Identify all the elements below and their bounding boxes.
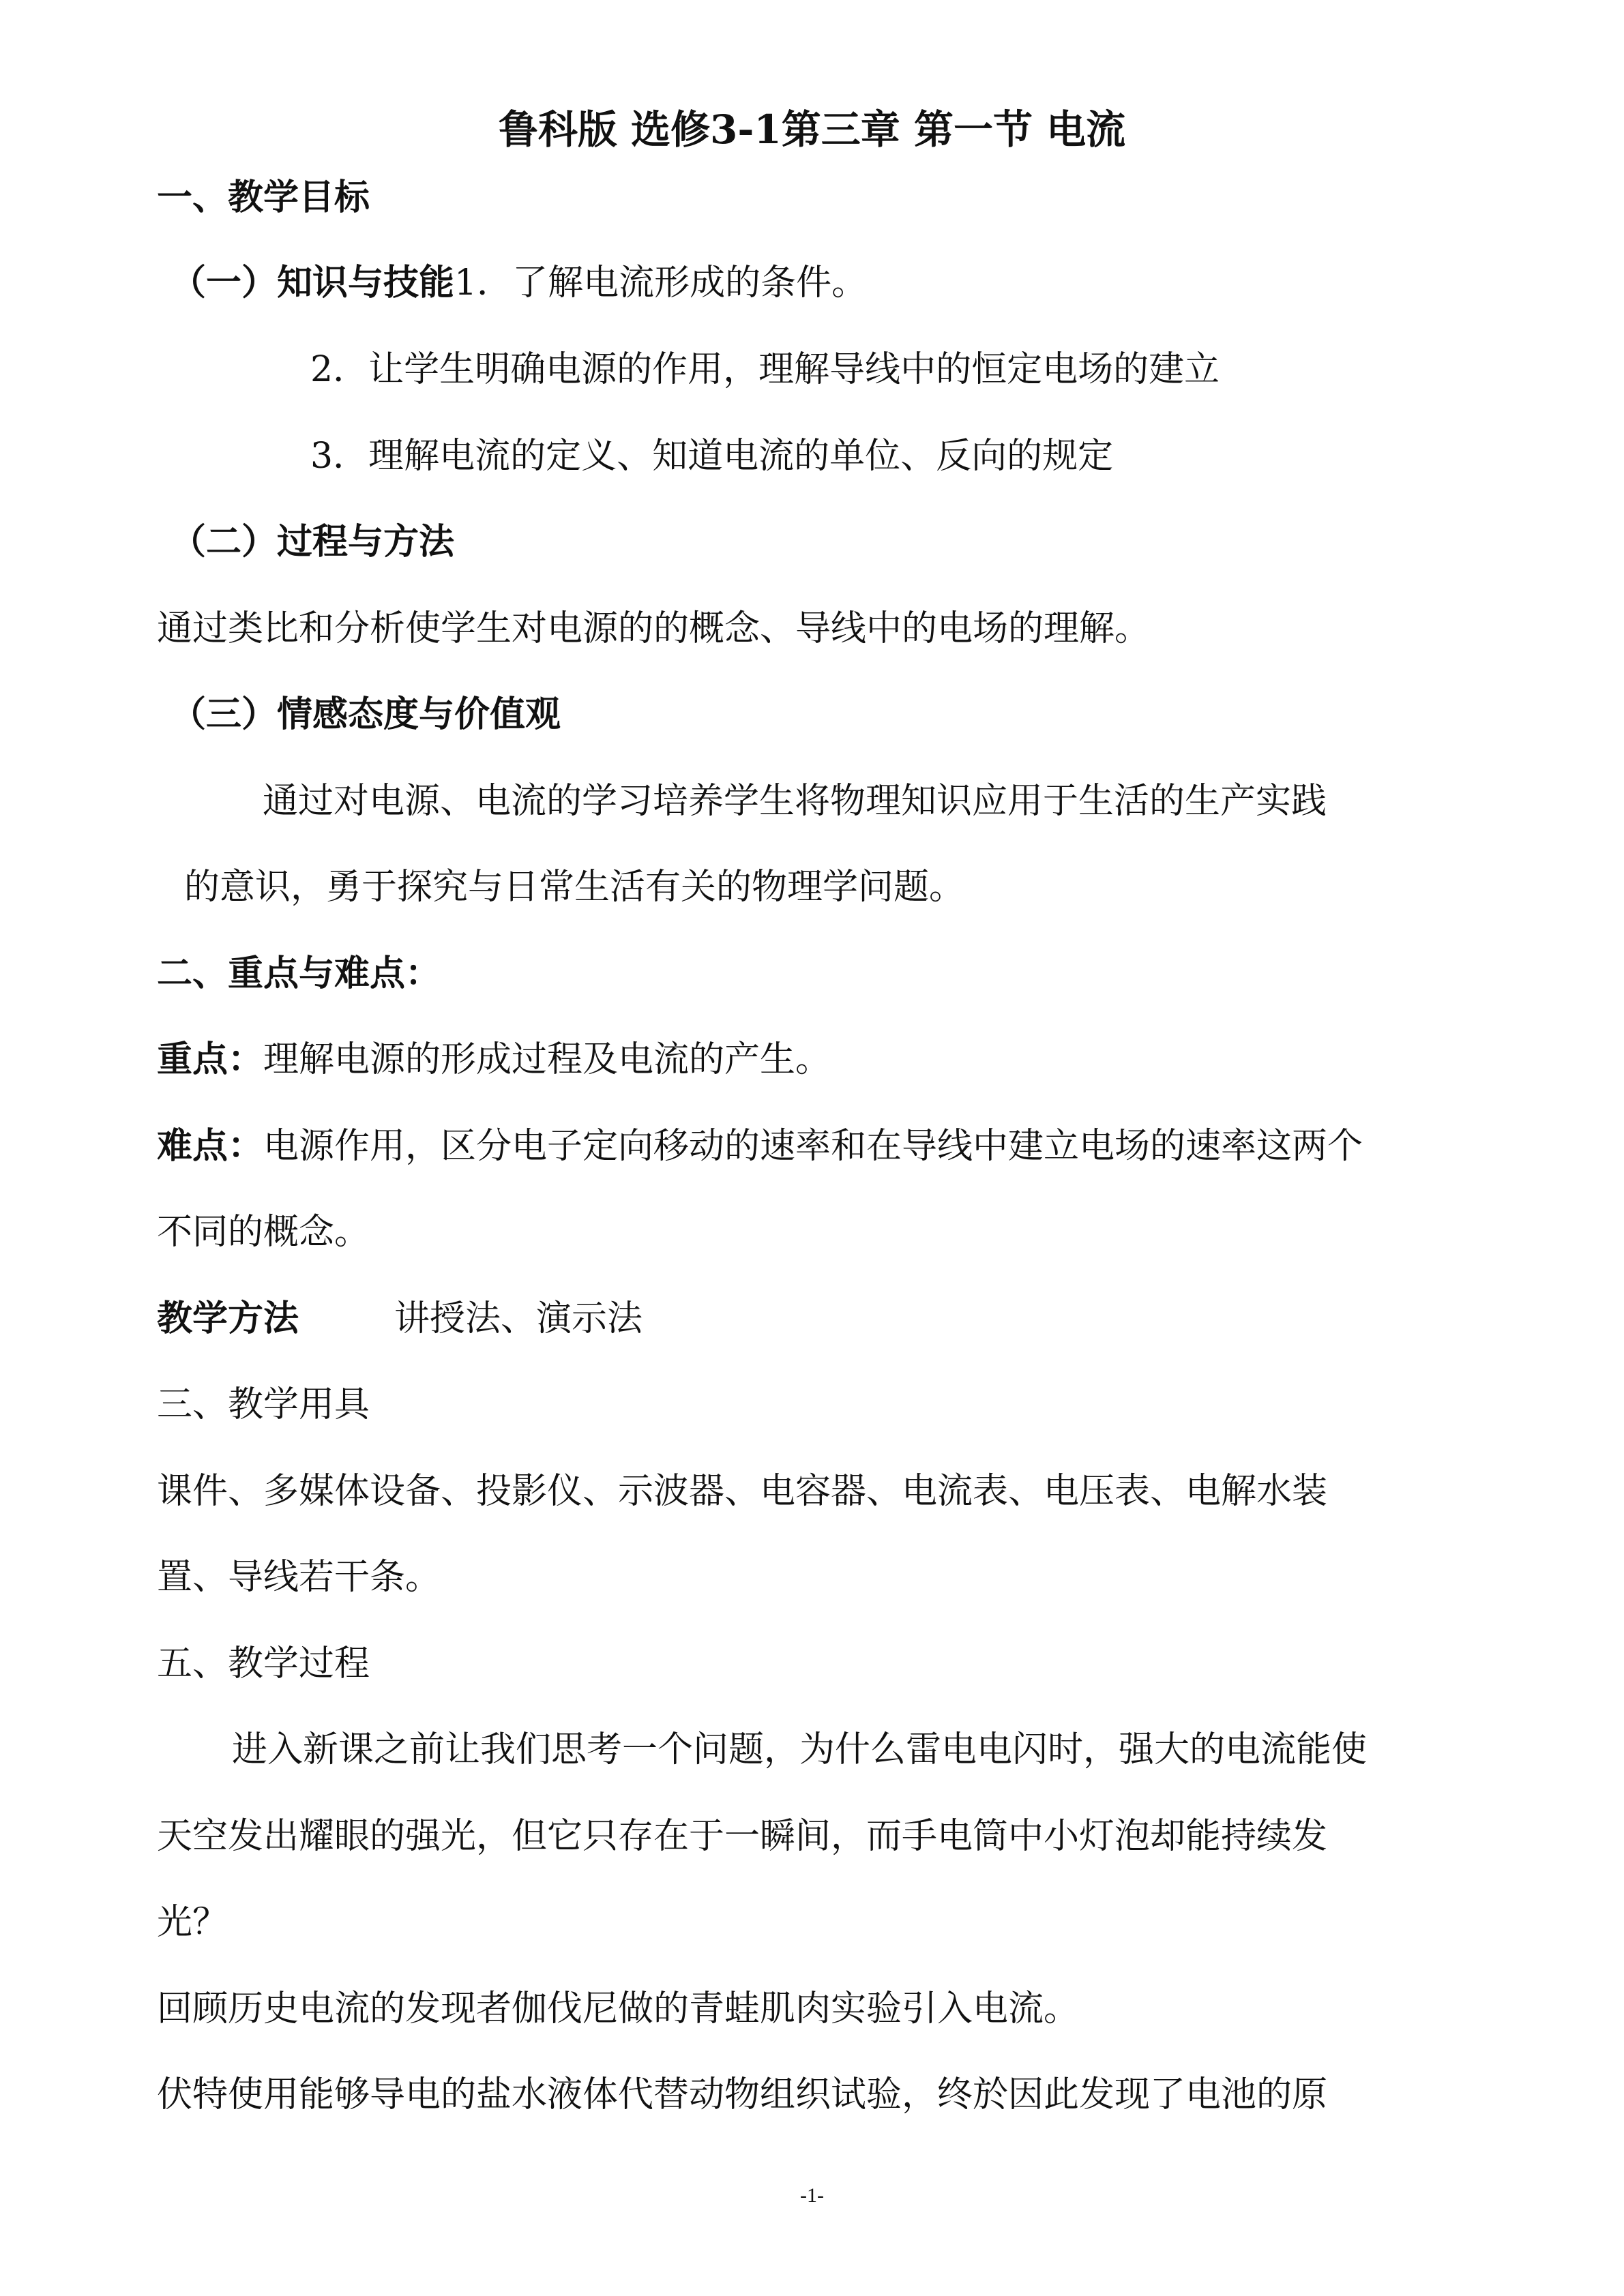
history-text-1: 回顾历史电流的发现者伽伐尼做的青蛙肌肉实验引入电流。 (157, 1988, 1080, 2029)
emotion-text-1: 通过对电源、电流的学习培养学生将物理知识应用于生活的生产实践 (263, 781, 1327, 822)
key-point-line (157, 1036, 831, 1084)
emotion-text-2: 的意识，勇于探究与日常生活有关的物理学问题。 (184, 867, 965, 908)
tools-heading: 三、教学用具 (157, 1384, 370, 1425)
page-title: 鲁科版 选修3-1第三章 第一节 电流 (498, 106, 1126, 153)
difficulty-label: 难点： (157, 1125, 264, 1167)
teaching-process-heading: 五、教学过程 (157, 1643, 370, 1684)
knowledge-skills-label: （一）知识与技能 (171, 262, 455, 303)
keypoints-heading: 二、重点与难点： (157, 953, 441, 994)
intro-text-1: 进入新课之前让我们思考一个问题，为什么雷电电闪时，强大的电流能使 (232, 1729, 1368, 1770)
knowledge-item-2: 2．让学生明确电源的作用，理解导线中的恒定电场的建立 (310, 349, 1220, 390)
intro-text-3: 光？ (157, 1902, 228, 1943)
difficulty-text-cont: 不同的概念。 (157, 1212, 370, 1253)
method-line (157, 1295, 643, 1343)
process-method-heading: （二）过程与方法 (171, 521, 455, 563)
tools-text-1: 课件、多媒体设备、投影仪、示波器、电容器、电流表、电压表、电解水装 (157, 1471, 1328, 1512)
knowledge-item-3: 3．理解电流的定义、知道电流的单位、反向的规定 (310, 436, 1114, 477)
method-text: 讲授法、演示法 (394, 1298, 643, 1339)
emotion-heading: （三）情感态度与价值观 (171, 694, 561, 735)
process-method-text: 通过类比和分析使学生对电源的的概念、导线中的电场的理解。 (157, 608, 1151, 649)
intro-text-2: 天空发出耀眼的强光，但它只存在于一瞬间，而手电筒中小灯泡却能持续发 (157, 1816, 1328, 1857)
difficulty-text: 电源作用，区分电子定向移动的速率和在导线中建立电场的速率这两个 (263, 1126, 1363, 1167)
page-number: -1- (800, 2184, 824, 2207)
key-point-text: 理解电源的形成过程及电流的产生。 (263, 1039, 831, 1080)
key-point-label: 重点： (157, 1039, 264, 1080)
tools-text-2: 置、导线若干条。 (157, 1557, 441, 1598)
knowledge-item-1: 1．了解电流形成的条件。 (454, 263, 868, 303)
history-text-2: 伏特使用能够导电的盐水液体代替动物组织试验，终於因此发现了电池的原 (157, 2074, 1328, 2115)
difficulty-line (157, 1122, 1363, 1170)
method-label: 教学方法 (157, 1298, 299, 1339)
objectives-heading: 一、教学目标 (157, 177, 370, 218)
knowledge-skills-line (171, 259, 867, 307)
